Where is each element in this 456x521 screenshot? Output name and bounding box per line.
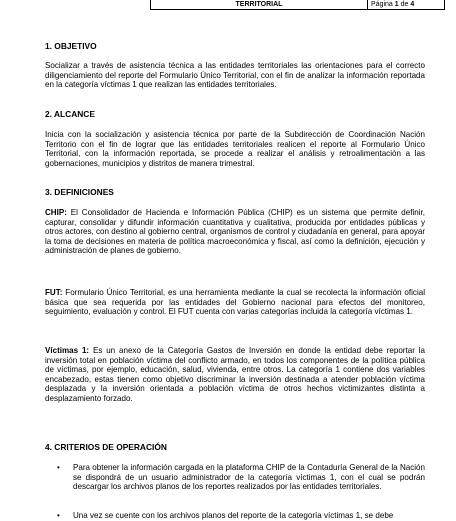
definition-chip: CHIP: El Consolidador de Hacienda e Información Pública (CHIP) es un sistema que permite definir, capturar, consolidar y difundir información cuantitativa y cualitativa, producida por entidades públicas y otros actores, con destino al gobierno central, organismos de control y ciudadanía en general, para apoyar la toma de decisiones en materia de política macroeconómica y fiscal, así como la definición, ejecución y administración de planes de gobierno. (45, 208, 425, 256)
header-title-cell (151, 0, 368, 10)
definition-fut: FUT: Formulario Único Territorial, es una herramienta mediante la cual se recolecta la información oficial básica que sea requerida por las entidades del Gobierno nacional para efectos del monitoreo, seguimiento, evaluación y control. El FUT cuenta con varias categorías incluida la categoría víctimas 1. (45, 288, 425, 317)
page-number: 1 (394, 1, 399, 8)
bullet-icon: • (57, 463, 60, 472)
heading-objetivo: 1. OBJETIVO (45, 41, 97, 51)
header-page: Página 1 de 4 (371, 1, 415, 8)
paragraph-objetivo: Socializar a través de asistencia técnica a las entidades territoriales las orientaciones para el correcto diligenciamiento del reporte del Formulario Único Territorial, con el fin de analizar la información reportada en la categoría víctimas 1 que realizan las entidades territoriales. (45, 61, 425, 90)
definition-victimas: Víctimas 1: Es un anexo de la Categoría Gastos de Inversión en donde la entidad debe reportar la inversión total en población víctima del conflicto armado, en todos los componentes de la política pública de víctimas, por ejemplo, educación, salud, vivienda, entre otros. La categoría 1 contiene dos variables encabezado, estas tienen como objetivo discriminar la inversión destinada a atender población víctima desplazada y la inversión orientada a población víctima de otros hechos victimizantes distinta a desplazamiento forzado. (45, 346, 425, 403)
term-fut: FUT: (45, 288, 63, 297)
heading-definiciones: 3. DEFINICIONES (45, 187, 114, 197)
term-chip: CHIP: (45, 208, 67, 217)
header-table (150, 0, 445, 10)
paragraph-alcance: Inicia con la socialización y asistencia técnica por parte de la Subdirección de Coordinación Nación Territorio con el fin de lograr que las entidades territoriales realicen el reporte al Formulario Único Territorial, con la información reportada, se procede a realizar el análisis y retroalimentación a las gobernaciones, municipios y distritos de manera trimestral. (45, 130, 425, 168)
bullet-icon: • (57, 511, 60, 520)
list-item (57, 463, 425, 492)
header-title-line2: TERRITORIAL (235, 1, 283, 8)
page-total: 4 (410, 1, 415, 8)
document-header (0, 0, 456, 18)
heading-criterios: 4. CRITERIOS DE OPERACIÓN (45, 442, 167, 452)
bullet-text-2: Una vez se cuente con los archivos planos del reporte de la categoría víctimas 1, se debe (73, 511, 394, 520)
header-meta-cell (368, 0, 445, 10)
term-victimas: Víctimas 1: (45, 346, 90, 355)
heading-alcance: 2. ALCANCE (45, 109, 95, 119)
bullet-text-1: Para obtener la información cargada en la plataforma CHIP de la Contaduría General de la Nación se dispondrá de un usuario administrador de la categoría víctimas 1, con el cual se podrán descargar los archivos planos de los reportes realizados por las entidades territoriales. (73, 463, 425, 492)
list-item (57, 511, 425, 521)
